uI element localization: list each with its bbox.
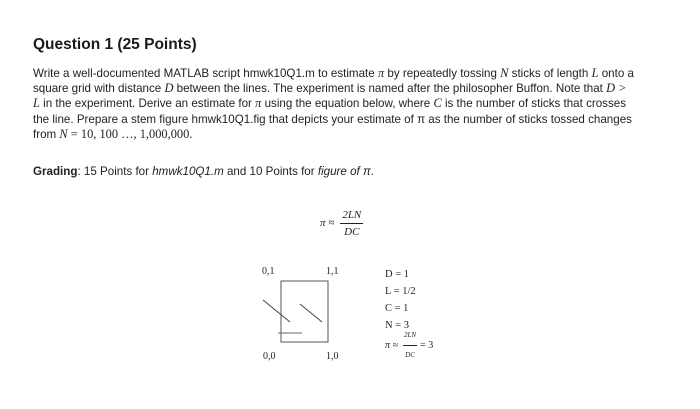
- text-segment: onto a: [598, 67, 634, 80]
- question-title: Question 1 (25 Points): [33, 36, 197, 53]
- grading-script-file: hmwk10Q1.m: [152, 165, 224, 178]
- value-n: N = 3: [385, 320, 410, 331]
- grading-figure: figure of π: [317, 165, 371, 178]
- math-pi: π: [377, 66, 385, 80]
- stick-crossing: [263, 300, 290, 322]
- math-l: L: [33, 96, 40, 111]
- text-segment: by repeatedly tossing: [384, 67, 501, 80]
- text-segment: square grid with distance: [33, 82, 165, 96]
- buffon-grid-diagram: [250, 262, 360, 372]
- text-segment: Write a well-documented MATLAB script hmwk10Q1.m to estimate: [33, 67, 378, 80]
- value-l: L = 1/2: [385, 286, 416, 297]
- equation-numerator: 2LN: [340, 209, 363, 224]
- math-d: D: [164, 81, 174, 96]
- grading-line: [33, 165, 374, 178]
- value-c: C = 1: [385, 303, 409, 314]
- math-range: = 10, 100 …, 1,000,000.: [67, 126, 193, 141]
- text-segment: sticks of length: [508, 67, 592, 80]
- corner-label-top-left: 0,1: [262, 266, 275, 277]
- value-d: D = 1: [385, 269, 410, 280]
- example-pi-result: = 3: [420, 339, 434, 351]
- math-n: N: [59, 126, 68, 141]
- equation-fraction: [340, 209, 363, 238]
- equation-denominator: DC: [344, 225, 360, 238]
- text-segment: between the lines. The experiment is named after the philosopher Buffon. Note that: [173, 82, 607, 96]
- text-segment: from: [33, 127, 60, 141]
- example-pi-denominator: DC: [405, 350, 415, 359]
- paragraph-line-3: [33, 96, 665, 111]
- text-segment: : 15 Points for: [77, 165, 153, 178]
- paragraph-line-4: the line. Prepare a stem figure hmwk10Q1.fig that depicts your estimate of π as the number of sticks tossed changes: [33, 112, 632, 126]
- pi-estimate-equation: [320, 205, 363, 241]
- text-segment: .: [370, 165, 374, 178]
- example-pi-equation: [385, 330, 434, 359]
- example-values: [385, 266, 434, 359]
- example-pi-lhs: π ≈: [385, 339, 398, 351]
- example-pi-fraction: [403, 327, 417, 364]
- corner-label-bottom-right: 1,0: [326, 351, 339, 362]
- paragraph-line-2: [33, 81, 665, 96]
- corner-label-top-right: 1,1: [326, 266, 339, 277]
- text-segment: is the number of sticks that crosses: [441, 97, 627, 111]
- math-l: L: [591, 66, 599, 80]
- corner-label-bottom-left: 0,0: [263, 351, 276, 362]
- text-segment: using the equation below, where: [261, 97, 434, 111]
- stick-inside-diagonal: [300, 304, 322, 322]
- text-segment: and 10 Points for: [223, 165, 318, 178]
- text-segment: in the experiment. Derive an estimate for: [39, 97, 256, 111]
- math-pi: π: [255, 96, 262, 111]
- equation-lhs: π ≈: [320, 217, 335, 229]
- question-paragraph: [33, 66, 665, 142]
- math-c: C: [433, 96, 442, 111]
- paragraph-line-1: [33, 66, 665, 81]
- example-pi-numerator: 2LN: [403, 327, 417, 346]
- math-n: N: [500, 66, 509, 80]
- paragraph-line-5: [33, 127, 665, 142]
- grading-label: Grading: [33, 165, 78, 178]
- math-d-gt: D >: [606, 81, 627, 96]
